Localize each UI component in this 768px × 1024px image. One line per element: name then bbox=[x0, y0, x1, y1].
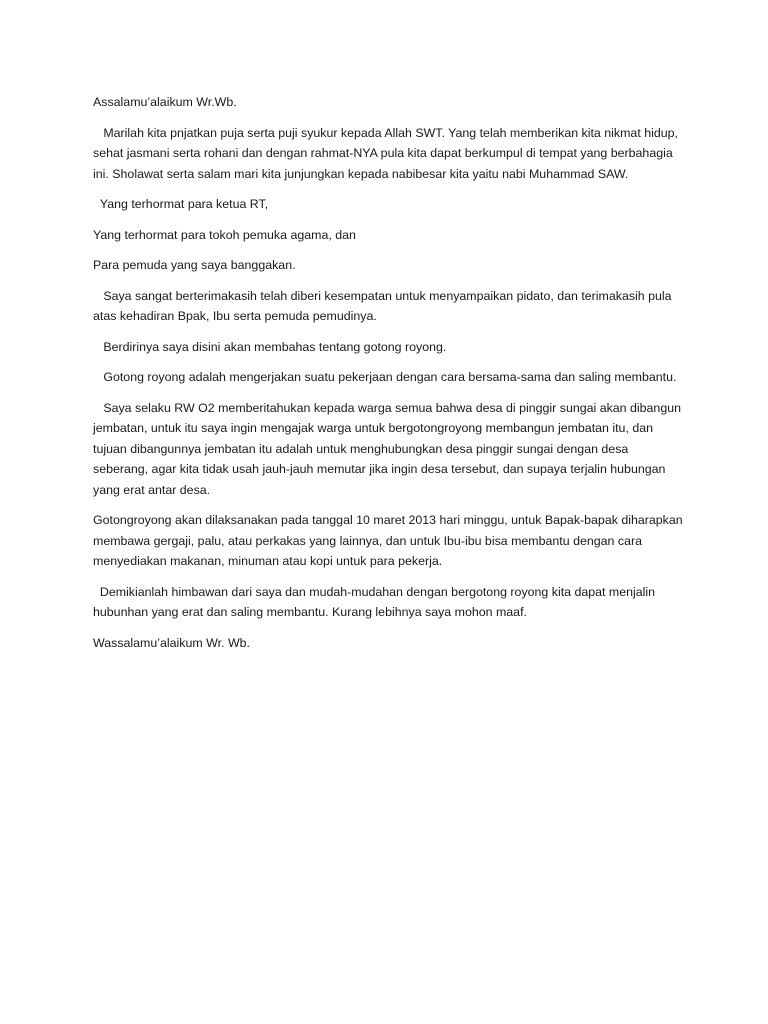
paragraph-definition: Gotong royong adalah mengerjakan suatu pekerjaan dengan cara bersama-sama dan saling membantu. bbox=[93, 370, 677, 384]
paragraph-announcement: Saya selaku RW O2 memberitahukan kepada warga semua bahwa desa di pinggir sungai akan dibangun jembatan, untuk itu saya ingin mengajak warga untuk bergotongroyong membangun jembatan itu, dan tujuan dibangunnya jembatan itu adalah untuk menghubungkan desa pinggir sungai dengan desa seberang, agar kita tidak usah jauh-jauh memutar jika ingin desa tersebut, dan supaya terjalin hubungan yang erat antar desa. bbox=[93, 400, 685, 497]
salutation-religious-leaders: Yang terhormat para tokoh pemuka agama, dan bbox=[93, 227, 356, 242]
salutation-youth: Para pemuda yang saya banggakan. bbox=[93, 258, 296, 272]
paragraph-gratitude: Marilah kita pnjatkan puja serta puji syukur kepada Allah SWT. Yang telah memberikan kita nikmat hidup, sehat jasmani serta rohani dan dengan rahmat-NYA pula kita dapat berkumpul di tempat yang berbahagia ini. Sholawat serta salam mari kita junjungkan kepada nabibesar kita yaitu nabi Muhammad SAW. bbox=[93, 125, 682, 181]
greeting-closing: Wassalamu’alaikum Wr. Wb. bbox=[93, 635, 250, 650]
salutation-rt: Yang terhormat para ketua RT, bbox=[93, 197, 269, 211]
paragraph-schedule: Gotongroyong akan dilaksanakan pada tanggal 10 maret 2013 hari minggu, untuk Bapak-bapak diharapkan membawa gergaji, palu, atau perkakas yang lainnya, dan untuk Ibu-ibu bisa membantu dengan cara menyediakan makanan, minuman atau kopi untuk para pekerja. bbox=[93, 513, 687, 568]
paragraph-thanks: Saya sangat berterimakasih telah diberi kesempatan untuk menyampaikan pidato, dan terimakasih pula atas kehadiran Bpak, Ibu serta pemuda pemudinya. bbox=[93, 288, 676, 323]
paragraph-closing: Demikianlah himbawan dari saya dan mudah-mudahan dengan bergotong royong kita dapat menjalin hubunhan yang erat dan saling membantu. Kurang lebihnya saya mohon maaf. bbox=[93, 584, 659, 619]
document-body bbox=[93, 92, 687, 663]
greeting-opening: Assalamu’alaikum Wr.Wb. bbox=[93, 95, 237, 109]
paragraph-topic: Berdirinya saya disini akan membahas tentang gotong royong. bbox=[93, 339, 447, 354]
